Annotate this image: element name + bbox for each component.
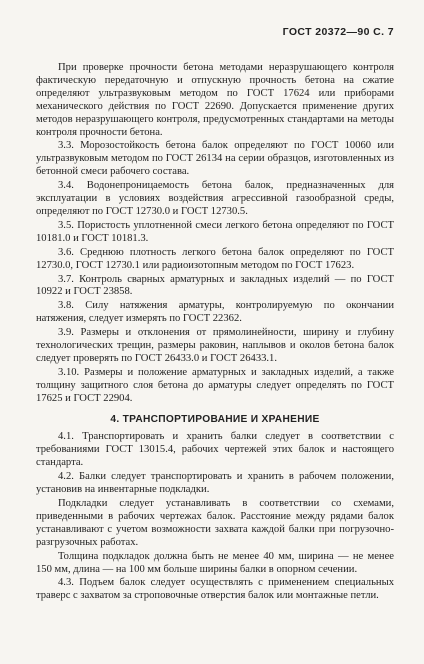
paragraph: 3.3. Морозостойкость бетона балок определяют по ГОСТ 10060 или ультразвуковым методом по ГОСТ 26134 на серии образцов, изготовленных из бетонной смеси рабочего состава. [36, 140, 394, 178]
paragraph: 3.6. Среднюю плотность легкого бетона балок определяют по ГОСТ 12730.0, ГОСТ 12730.1 или радиоизотопным методом по ГОСТ 17623. [36, 246, 394, 271]
document-body [36, 62, 394, 604]
paragraph: Подкладки следует устанавливать в соответствии со схемами, приведенными в рабочих чертежах балок. Расстояние между рядами балок устанавливают с учетом возможности захвата каждой балки при погрузочно-разгрузочных работах. [36, 498, 394, 548]
paragraph: 4.2. Балки следует транспортировать и хранить в рабочем положении, установив на инвентарные подкладки. [36, 471, 394, 496]
paragraph: 3.9. Размеры и отклонения от прямолинейности, ширину и глубину технологических трещин, размеры раковин, наплывов и околов бетона балок следует проверять по ГОСТ 26433.0 и ГОСТ 26433.1. [36, 327, 394, 364]
paragraph: 3.5. Пористость уплотненной смеси легкого бетона определяют по ГОСТ 10181.0 и ГОСТ 10181.3. [36, 219, 394, 244]
paragraph: 3.8. Силу натяжения арматуры, контролируемую по окончании натяжения, следует измерять по ГОСТ 22362. [36, 300, 394, 325]
paragraph: 4.3. Подъем балок следует осуществлять с применением специальных траверс с захватом за строповочные отверстия балок или монтажные петли. [36, 577, 394, 602]
paragraph: 3.7. Контроль сварных арматурных и закладных изделий — по ГОСТ 10922 и ГОСТ 23858. [36, 273, 394, 298]
paragraph: 3.4. Водонепроницаемость бетона балок, предназначенных для эксплуатации в условиях воздействия агрессивной газообразной среды, определяют по ГОСТ 12730.0 и ГОСТ 12730.5. [36, 180, 394, 217]
page-header: ГОСТ 20372—90 С. 7 [282, 26, 394, 38]
paragraph: При проверке прочности бетона методами неразрушающего контроля фактическую передаточную и отпускную прочность бетона на сжатие определяют ультразвуковым методом по ГОСТ 17624 или приборами механического действия по ГОСТ 22690. Допускается применение других методов неразрушающего контроля, предусмотренных стандартами на методы контроля прочности бетона. [36, 62, 394, 138]
section-title: 4. ТРАНСПОРТИРОВАНИЕ И ХРАНЕНИЕ [110, 413, 320, 425]
paragraph: 4.1. Транспортировать и хранить балки следует в соответствии с требованиями ГОСТ 13015.4, рабочих чертежей этих балок и настоящего стандарта. [36, 431, 394, 469]
paragraph: 3.10. Размеры и положение арматурных и закладных изделий, а также толщину защитного слоя бетона до арматуры следует определять по ГОСТ 17625 и ГОСТ 22904. [36, 366, 394, 404]
paragraph: Толщина подкладок должна быть не менее 40 мм, ширина — не менее 150 мм, длина — на 100 мм больше ширины балки в опорном сечении. [36, 550, 394, 575]
